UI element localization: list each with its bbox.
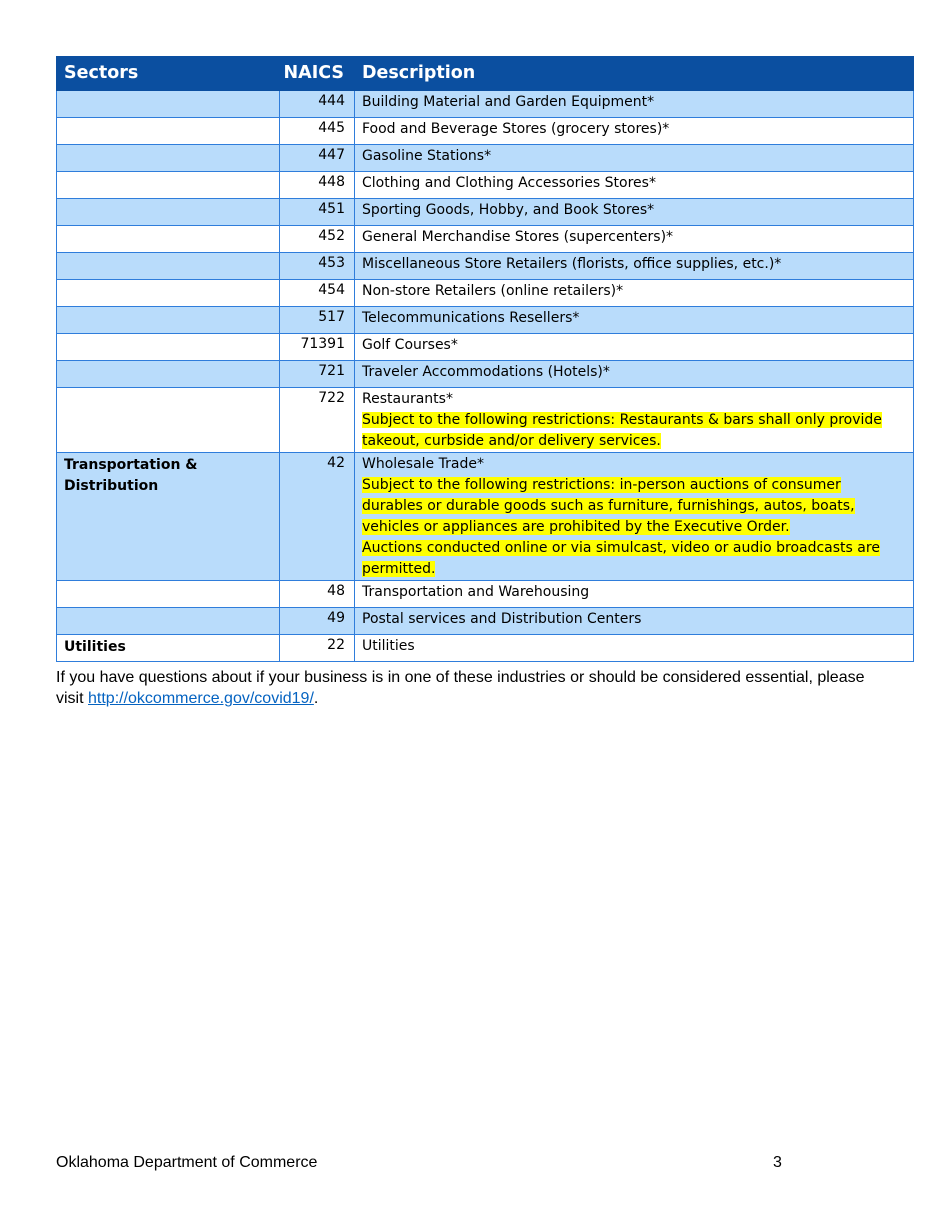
- description-cell: [355, 388, 914, 453]
- sector-cell: [57, 199, 280, 226]
- description-header: Description: [355, 57, 914, 91]
- description-text: Postal services and Distribution Centers: [362, 611, 642, 627]
- okcommerce-link[interactable]: http://okcommerce.gov/covid19/: [88, 690, 314, 707]
- table-row: [57, 453, 914, 581]
- naics-cell: 48: [280, 581, 355, 608]
- description-cell: [355, 118, 914, 145]
- description-cell: [355, 253, 914, 280]
- description-cell: [355, 199, 914, 226]
- restriction-note-block: [362, 538, 906, 580]
- sector-cell: [57, 172, 280, 199]
- table-row: [57, 199, 914, 226]
- naics-cell: 42: [280, 453, 355, 581]
- restriction-note: Subject to the following restrictions: in-person auctions of consumer durables or durable goods such as furniture, furnishings, autos, boats, vehicles or appliances are prohibited by the Executive Order.: [362, 477, 855, 535]
- description-text: Telecommunications Resellers*: [362, 310, 580, 326]
- sector-cell: [57, 253, 280, 280]
- description-cell: [355, 145, 914, 172]
- sectors-header: Sectors: [57, 57, 280, 91]
- naics-cell: 22: [280, 635, 355, 662]
- naics-cell: 453: [280, 253, 355, 280]
- sector-cell: [57, 361, 280, 388]
- sector-cell: [57, 91, 280, 118]
- sector-cell: [57, 118, 280, 145]
- table-row: [57, 226, 914, 253]
- description-text: Golf Courses*: [362, 337, 458, 353]
- sector-cell: [57, 226, 280, 253]
- naics-cell: 448: [280, 172, 355, 199]
- naics-cell: 454: [280, 280, 355, 307]
- description-text: Non-store Retailers (online retailers)*: [362, 283, 624, 299]
- table-row: [57, 91, 914, 118]
- table-row: [57, 253, 914, 280]
- naics-cell: 447: [280, 145, 355, 172]
- questions-text-end: .: [313, 690, 319, 707]
- questions-note: [56, 667, 896, 709]
- sector-cell: [57, 145, 280, 172]
- sector-cell: Transportation & Distribution: [57, 453, 280, 581]
- sector-cell: [57, 280, 280, 307]
- naics-cell: 445: [280, 118, 355, 145]
- page-number: 3: [773, 1154, 782, 1171]
- description-text: Traveler Accommodations (Hotels)*: [362, 364, 610, 380]
- table-row: [57, 608, 914, 635]
- naics-cell: 452: [280, 226, 355, 253]
- description-cell: [355, 361, 914, 388]
- naics-cell: 444: [280, 91, 355, 118]
- table-row: [57, 361, 914, 388]
- sector-cell: [57, 608, 280, 635]
- sector-cell: [57, 388, 280, 453]
- sector-cell: [57, 334, 280, 361]
- description-text: Gasoline Stations*: [362, 148, 492, 164]
- description-text: Transportation and Warehousing: [362, 584, 590, 600]
- sectors-table: [56, 56, 914, 662]
- naics-cell: 517: [280, 307, 355, 334]
- description-cell: [355, 334, 914, 361]
- description-cell: [355, 453, 914, 581]
- table-row: [57, 172, 914, 199]
- table-row: [57, 118, 914, 145]
- description-text: Food and Beverage Stores (grocery stores)*: [362, 121, 670, 137]
- sector-cell: [57, 581, 280, 608]
- naics-header: NAICS: [280, 57, 355, 91]
- naics-cell: 722: [280, 388, 355, 453]
- table-row: [57, 388, 914, 453]
- naics-cell: 49: [280, 608, 355, 635]
- description-text: Clothing and Clothing Accessories Stores*: [362, 175, 656, 191]
- table-body: [57, 91, 914, 662]
- description-cell: [355, 581, 914, 608]
- description-text: Sporting Goods, Hobby, and Book Stores*: [362, 202, 655, 218]
- naics-cell: 71391: [280, 334, 355, 361]
- description-cell: [355, 226, 914, 253]
- description-cell: [355, 91, 914, 118]
- sector-cell: [57, 307, 280, 334]
- questions-text: If you have questions about if your business is in one of these industries or should be considered essential, please visit: [56, 669, 865, 707]
- description-text: Building Material and Garden Equipment*: [362, 94, 655, 110]
- naics-cell: 451: [280, 199, 355, 226]
- footer-organization: Oklahoma Department of Commerce: [56, 1154, 318, 1171]
- description-cell: [355, 172, 914, 199]
- description-text: General Merchandise Stores (supercenters)*: [362, 229, 674, 245]
- restriction-note: Subject to the following restrictions: Restaurants & bars shall only provide takeout, curbside and/or delivery services.: [362, 412, 882, 449]
- table-row: [57, 145, 914, 172]
- description-cell: [355, 280, 914, 307]
- table-row: [57, 635, 914, 662]
- description-cell: [355, 635, 914, 662]
- description-cell: [355, 307, 914, 334]
- restriction-note-block: [362, 475, 906, 538]
- description-text: Restaurants*: [362, 391, 453, 407]
- description-text: Miscellaneous Store Retailers (florists, office supplies, etc.)*: [362, 256, 782, 272]
- sector-cell: Utilities: [57, 635, 280, 662]
- description-text: Utilities: [362, 638, 415, 654]
- naics-cell: 721: [280, 361, 355, 388]
- table-header-row: [57, 57, 914, 91]
- description-text: Wholesale Trade*: [362, 456, 484, 472]
- restriction-note: Auctions conducted online or via simulcast, video or audio broadcasts are permitted.: [362, 540, 880, 577]
- table-row: [57, 581, 914, 608]
- description-cell: [355, 608, 914, 635]
- table-row: [57, 280, 914, 307]
- restriction-note-block: [362, 410, 906, 452]
- table-row: [57, 334, 914, 361]
- table-row: [57, 307, 914, 334]
